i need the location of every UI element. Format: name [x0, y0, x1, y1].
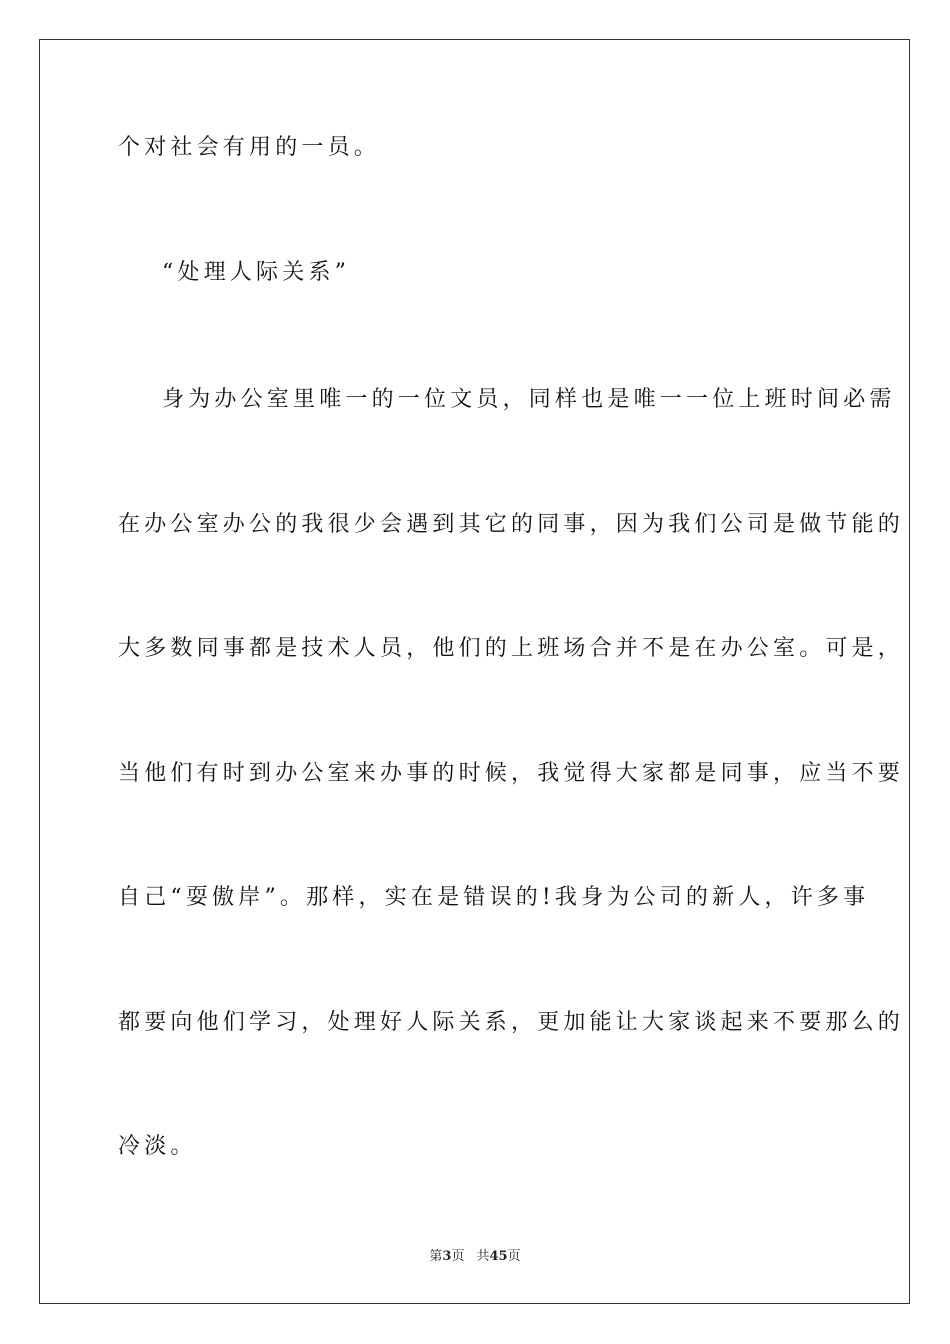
- page-number: 3: [442, 1249, 452, 1264]
- total-suffix: 页: [507, 1249, 521, 1264]
- body-text-line: 在办公室办公的我很少会遇到其它的同事，因为我们公司是做节能的: [118, 512, 905, 537]
- page-prefix: 第: [429, 1249, 443, 1264]
- page-footer: [0, 1247, 950, 1267]
- section-heading: “处理人际关系”: [162, 260, 351, 285]
- total-pages: 45: [489, 1249, 508, 1264]
- body-text-line: 个对社会有用的一员。: [118, 135, 381, 160]
- body-text-line: 大多数同事都是技术人员，他们的上班场合并不是在办公室。可是，: [118, 636, 905, 661]
- body-text-line: 都要向他们学习，处理好人际关系，更加能让大家谈起来不要那么的: [118, 1010, 905, 1035]
- page-suffix: 页: [451, 1249, 465, 1264]
- body-text-line: 身为办公室里唯一的一位文员，同样也是唯一一位上班时间必需: [162, 387, 896, 412]
- body-text-line: 自己“耍傲岸”。那样，实在是错误的!我身为公司的新人，许多事: [118, 885, 870, 910]
- body-text-line: 冷淡。: [118, 1134, 197, 1159]
- total-prefix: 共: [476, 1249, 490, 1264]
- body-text-line: 当他们有时到办公室来办事的时候，我觉得大家都是同事，应当不要: [118, 761, 905, 786]
- page-border: [39, 39, 910, 1304]
